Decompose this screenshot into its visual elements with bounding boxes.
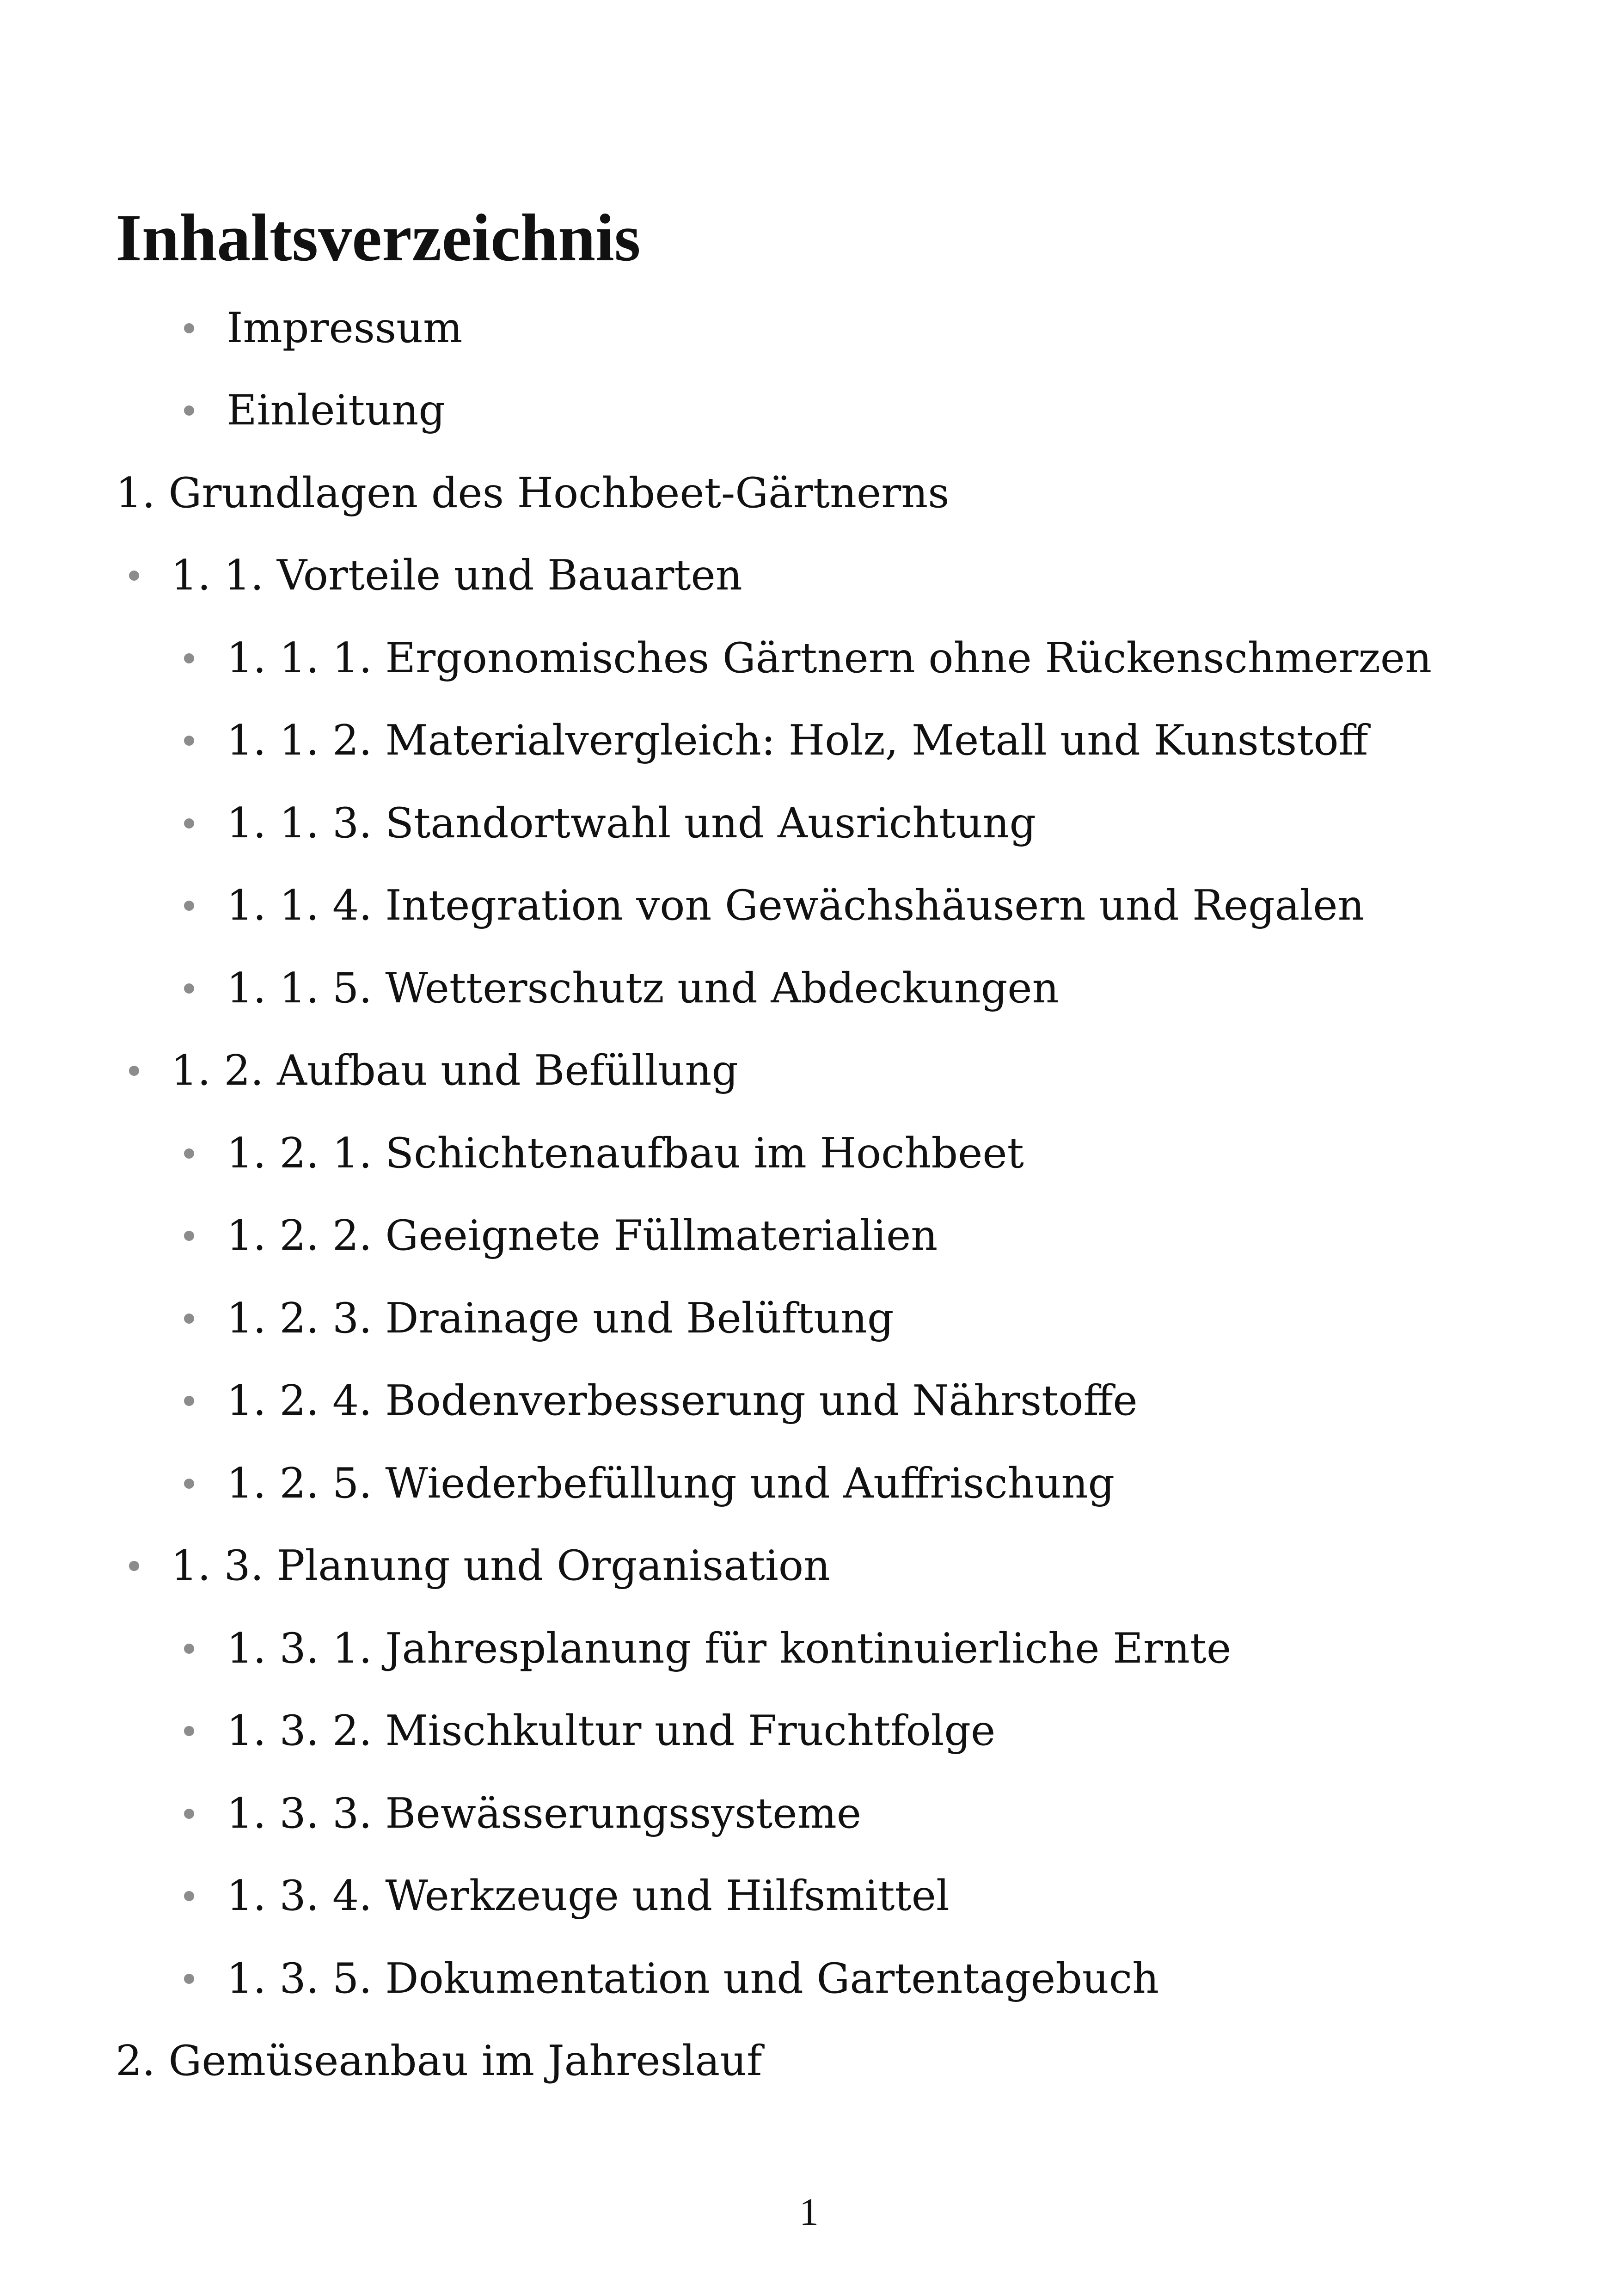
toc-entry-label: 1. Grundlagen des Hochbeet-Gärtnerns [116, 469, 950, 517]
toc-entry-label: 2. Gemüseanbau im Jahreslauf [116, 2037, 762, 2085]
toc-entry-label: 1. 3. 3. Bewässerungssysteme [227, 1789, 862, 1838]
toc-entry-label: 1. 1. 3. Standortwahl und Ausrichtung [227, 799, 1036, 847]
bullet-icon [184, 1479, 194, 1489]
bullet-icon [184, 653, 194, 663]
toc-entry-label: 1. 1. 5. Wetterschutz und Abdeckungen [227, 964, 1059, 1013]
bullet-icon [184, 405, 194, 416]
toc-entry-label: 1. 3. 5. Dokumentation und Gartentagebuch [227, 1954, 1159, 2003]
page-number: 1 [799, 2191, 819, 2234]
toc-entry-label: 1. 2. 1. Schichtenaufbau im Hochbeet [227, 1129, 1024, 1178]
toc-entry-label: 1. 3. 2. Mischkultur und Fruchtfolge [227, 1707, 996, 1755]
bullet-icon [184, 1891, 194, 1901]
bullet-icon [184, 1809, 194, 1819]
bullet-icon [184, 1148, 194, 1159]
page-title: Inhaltsverzeichnis [116, 200, 641, 275]
bullet-icon [129, 1561, 139, 1571]
toc-entry-label: 1. 2. 2. Geeignete Füllmaterialien [227, 1211, 938, 1260]
toc-entry-label: 1. 3. 1. Jahresplanung für kontinuierliche Ernte [227, 1624, 1232, 1673]
toc-entry-label: 1. 2. Aufbau und Befüllung [171, 1046, 738, 1095]
toc-entry-label: 1. 1. 2. Materialvergleich: Holz, Metall und Kunststoff [227, 716, 1368, 765]
toc-entry-label: 1. 3. Planung und Organisation [171, 1541, 830, 1590]
toc-entry-label: Einleitung [227, 386, 445, 435]
bullet-icon [184, 1231, 194, 1241]
toc-entry-label: 1. 1. 1. Ergonomisches Gärtnern ohne Rückenschmerzen [227, 634, 1432, 682]
bullet-icon [184, 736, 194, 746]
bullet-icon [129, 571, 139, 581]
bullet-icon [184, 1726, 194, 1736]
toc-entry-label: 1. 2. 3. Drainage und Belüftung [227, 1294, 894, 1343]
bullet-icon [184, 1974, 194, 1984]
toc-entry-label: 1. 2. 4. Bodenverbesserung und Nährstoffe [227, 1376, 1138, 1425]
bullet-icon [184, 1314, 194, 1324]
bullet-icon [184, 983, 194, 994]
bullet-icon [184, 901, 194, 911]
toc-entry-label: Impressum [227, 304, 463, 352]
bullet-icon [184, 818, 194, 829]
bullet-icon [184, 323, 194, 333]
bullet-icon [184, 1396, 194, 1406]
toc-entry-label: 1. 3. 4. Werkzeuge und Hilfsmittel [227, 1872, 950, 1920]
toc-entry-label: 1. 1. 4. Integration von Gewächshäusern und Regalen [227, 881, 1365, 930]
toc-entry-label: 1. 2. 5. Wiederbefüllung und Auffrischung [227, 1459, 1115, 1508]
bullet-icon [129, 1066, 139, 1076]
toc-entry-label: 1. 1. Vorteile und Bauarten [171, 551, 742, 600]
bullet-icon [184, 1644, 194, 1654]
